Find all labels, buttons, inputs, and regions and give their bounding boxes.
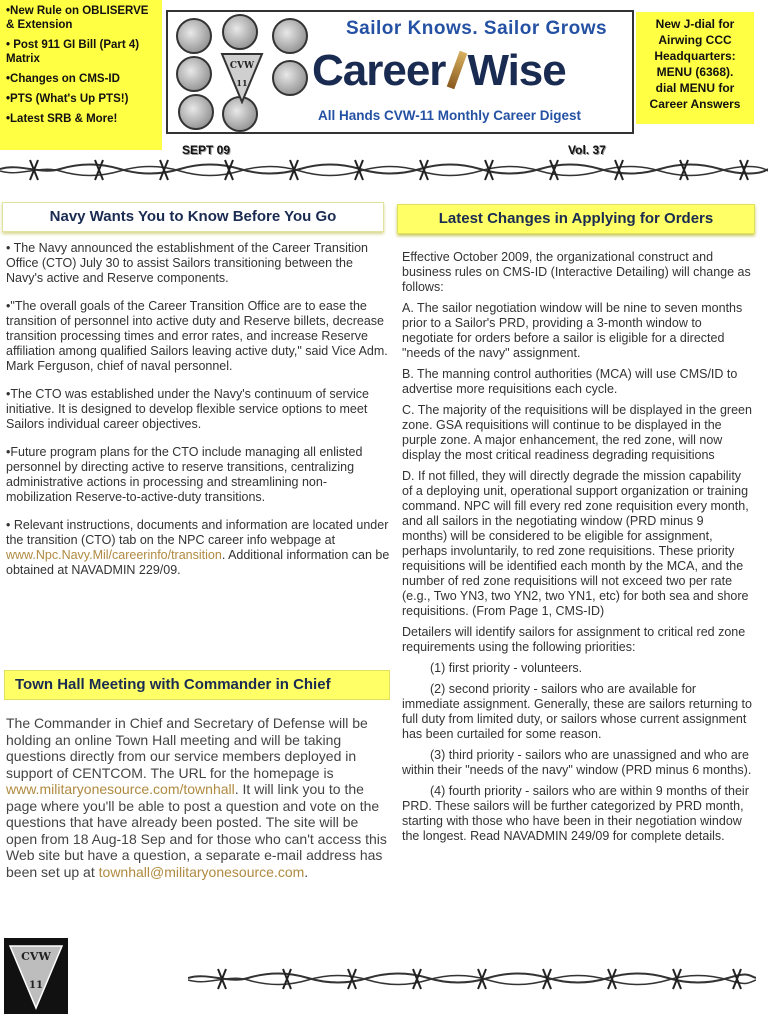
jdial-line: Headquarters:	[654, 49, 736, 63]
article-paragraph	[6, 518, 390, 578]
navy-article	[6, 241, 390, 591]
text-run: . Additional information can be obtained at NAVADMIN 229/09.	[6, 548, 390, 577]
jdial-line: dial MENU for	[655, 81, 735, 95]
heading-navy-transition: Navy Wants You to Know Before You Go	[2, 202, 384, 232]
barbed-wire-divider	[188, 963, 756, 993]
logo-text: CVW	[229, 61, 255, 71]
townhall-email-link[interactable]: townhall@militaryonesource.com	[98, 863, 305, 880]
priority-item: (1) first priority - volunteers.	[430, 661, 583, 675]
squadron-patch-icon	[176, 56, 212, 92]
article-paragraph	[6, 715, 392, 880]
title-career: Career	[312, 46, 446, 95]
article-paragraph: D. If not filled, they will directly degrade the mission capability of a deploying unit, operational support organization or training command. NPC will fill every red zone requisition every month, and all sailors in the negotiating window (PRD minus 9 months) will be considered to be eligible for assignment, perhaps involuntarily, to red zone requisitions. These priority requisitions will be identified each month by the MCA, and the number of red zone requisitions will not exceed two per rate (e.g., Two YN3, two YN2, two YN1, etc) for both sea and shore requisitions. (From Page 1, CMS-ID)	[402, 469, 749, 618]
squadron-patch-icon	[176, 18, 212, 54]
jdial-box	[636, 12, 754, 124]
townhall-url-link[interactable]: www.militaryonesource.com/townhall	[6, 781, 235, 797]
cvw11-footer-logo-icon	[4, 938, 68, 1014]
cvw11-logo-icon	[220, 52, 264, 104]
priority-item: (4) fourth priority - sailors who are within 9 months of their PRD. These sailors will be further categorized by PRD month, starting with those who have been in their negotiation window the longest. Read NAVADMIN 249/09 for complete details.	[402, 784, 749, 843]
text-run: .	[304, 863, 309, 880]
article-paragraph: •The CTO was established under the Navy's continuum of service initiative. It is designed to develop flexible service options to meet Sailors individual career objectives.	[6, 387, 369, 431]
issue-date: SEPT 09	[182, 143, 231, 157]
newsletter-title	[312, 46, 566, 96]
article-paragraph: A. The sailor negotiation window will be nine to seven months prior to a Sailor's PRD, providing a 3-month window to negotiate for orders before a sailor is eligible for a directed "needs of the navy" assignment.	[402, 301, 743, 360]
text-run: The Commander in Chief and Secretary of Defense will be holding an online Town Hall meeting and will be taking questions directly from our service members deployed in support of CENTCOM. The URL for the homepage is	[6, 715, 368, 781]
jdial-line: New J-dial for	[655, 17, 735, 31]
headline-item: •Changes on CMS-ID	[6, 73, 120, 85]
jdial-line: MENU (6368).	[656, 65, 734, 79]
logo-number: 11	[29, 980, 43, 991]
barbed-wire-divider	[0, 154, 768, 184]
pen-icon	[447, 51, 468, 89]
orders-article	[402, 250, 752, 850]
article-paragraph: •"The overall goals of the Career Transition Office are to ease the transition of personnel into active duty and Reserve billets, decrease transition processing times and error rates, and increase Reserve affiliation among qualified Sailors leaving active duty," said Vice Adm. Mark Ferguson, chief of naval personnel.	[6, 299, 388, 373]
heading-town-hall: Town Hall Meeting with Commander in Chief	[4, 670, 390, 700]
article-paragraph: B. The manning control authorities (MCA) will use CMS/ID to advertise more requisitions each cycle.	[402, 367, 738, 396]
headline-item: • Post 911 GI Bill (Part 4) Matrix	[6, 39, 140, 65]
article-paragraph: C. The majority of the requisitions will be displayed in the green zone. GSA requisitions will continue to be displayed in the purple zone. A major enhancement, the red zone, will now display the most critical readiness degrading requisitions	[402, 403, 752, 462]
subtitle: All Hands CVW-11 Monthly Career Digest	[318, 108, 582, 123]
text-run: • Relevant instructions, documents and information are located under the transition (CTO) tab on the NPC career info webpage at	[6, 518, 389, 547]
headline-item: •New Rule on OBLISERVE & Extension	[6, 5, 149, 31]
article-paragraph: Detailers will identify sailors for assignment to critical red zone requirements using the following priorities:	[402, 625, 746, 654]
tagline: Sailor Knows. Sailor Grows	[346, 18, 608, 39]
logo-number: 11	[236, 78, 248, 88]
masthead	[166, 10, 634, 134]
jdial-line: Airwing CCC	[658, 33, 732, 47]
article-paragraph: Effective October 2009, the organizational construct and business rules on CMS-ID (Interactive Detailing) will change as follows:	[402, 250, 751, 294]
town-hall-article	[6, 715, 392, 890]
jdial-line: Career Answers	[649, 97, 741, 111]
headline-item: •PTS (What's Up PTS!)	[6, 93, 129, 105]
priority-item: (2) second priority - sailors who are available for immediate assignment. Generally, these are sailors returning to full duty from limited duty, or sailors whose current assignment has been curtailed for some reason.	[402, 682, 752, 741]
article-paragraph: •Future program plans for the CTO include managing all enlisted personnel by directing active to reserve transitions, centralizing administrative actions in processing and streamlining non-mobilization Reserve-to-active-duty transitions.	[6, 445, 363, 504]
logo-text: CVW	[21, 950, 51, 963]
issue-volume: Vol. 37	[568, 143, 606, 157]
squadron-patch-icon	[272, 60, 308, 96]
title-wise: Wise	[467, 46, 566, 95]
heading-orders-changes: Latest Changes in Applying for Orders	[397, 204, 755, 234]
headline-item: •Latest SRB & More!	[6, 113, 118, 125]
squadron-patch-icon	[222, 14, 258, 50]
priority-item: (3) third priority - sailors who are unassigned and who are within their "needs of the navy" window (PRD minus 6 months).	[402, 748, 752, 777]
article-paragraph: • The Navy announced the establishment of the Career Transition Office (CTO) July 30 to assist Sailors transitioning between the Navy's active and Reserve components.	[6, 241, 368, 285]
squadron-patch-icon	[272, 18, 308, 54]
squadron-patch-icon	[178, 94, 214, 130]
text-run: . It will link you to the page where you'll be able to post a question and vote on the questions that have already been posted. The site will be open from 18 Aug-18 Sep and for those who can't access this Web site but have a question, a separate e-mail address has been set up at	[6, 781, 387, 880]
headlines-box	[0, 0, 162, 150]
npc-transition-link[interactable]: www.Npc.Navy.Mil/careerinfo/transition	[6, 548, 222, 562]
